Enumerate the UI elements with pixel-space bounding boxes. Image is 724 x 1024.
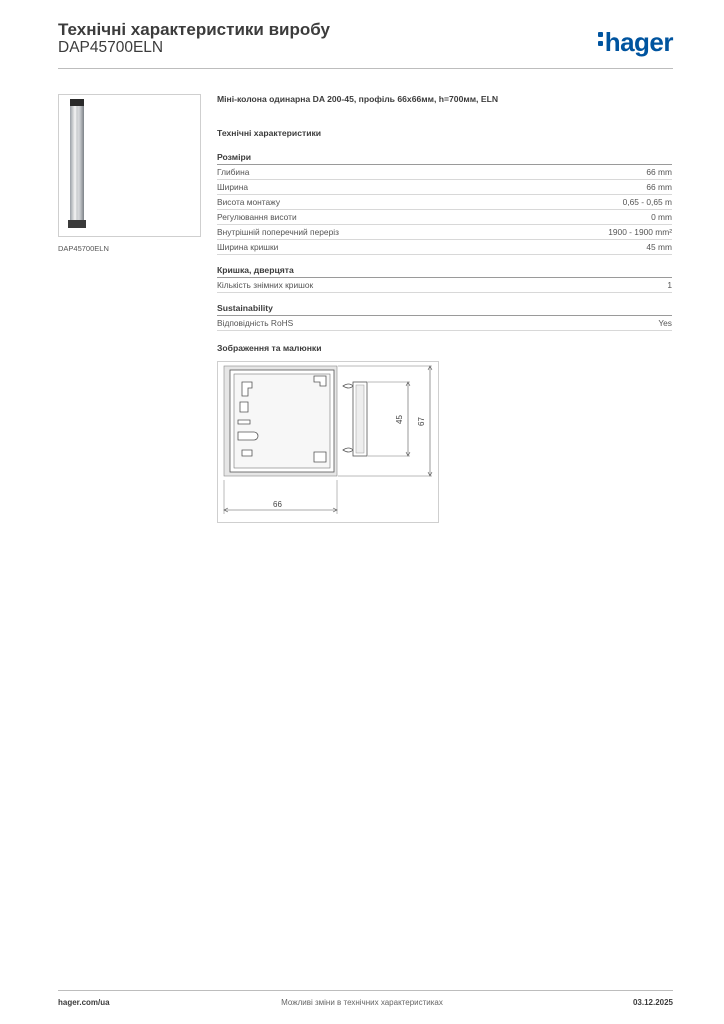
spec-row (217, 225, 672, 240)
document-title: Технічні характеристики виробу (58, 20, 330, 39)
spec-value: Yes (658, 318, 672, 328)
spec-value: 0 mm (651, 212, 672, 222)
spec-group-sustainability (217, 303, 672, 331)
photo-caption: DAP45700ELN (58, 244, 109, 253)
product-description: Міні-колона одинарна DA 200-45, профіль 66х66мм, h=700мм, ELN (217, 94, 499, 104)
header-divider (58, 68, 673, 69)
spec-row (217, 180, 672, 195)
logo-dots-icon (598, 32, 603, 50)
spec-value: 45 mm (646, 242, 672, 252)
spec-row (217, 316, 672, 331)
spec-label: Регулювання висоти (217, 212, 297, 222)
spec-row (217, 240, 672, 255)
hager-logo (598, 27, 673, 57)
spec-label: Відповідність RoHS (217, 318, 294, 328)
spec-row (217, 195, 672, 210)
main-content (217, 94, 672, 523)
mini-column-image (59, 95, 200, 236)
spec-value: 66 mm (646, 182, 672, 192)
spec-label: Ширина кришки (217, 242, 279, 252)
spec-label: Ширина (217, 182, 248, 192)
spec-label: Внутрішній поперечний переріз (217, 227, 339, 237)
footer-notice: Можливі зміни в технічних характеристиках (281, 998, 443, 1007)
dimension-label-width: 66 (273, 500, 282, 509)
product-photo (58, 94, 201, 237)
spec-value: 1 (667, 280, 672, 290)
spec-group-dimensions (217, 152, 672, 255)
cross-section-drawing (218, 362, 438, 522)
group-title: Кришка, дверцята (217, 265, 672, 278)
drawings-heading: Зображення та малюнки (217, 343, 322, 353)
spec-group-cover (217, 265, 672, 293)
tech-heading: Технічні характеристики (217, 128, 322, 138)
dimension-label-cover: 45 (395, 415, 404, 424)
footer-date: 03.12.2025 (632, 998, 673, 1007)
spec-row (217, 165, 672, 180)
spec-label: Глибина (217, 167, 250, 177)
spec-value: 0,65 - 0,65 m (622, 197, 672, 207)
logo-text: hager (604, 27, 673, 57)
group-title: Sustainability (217, 303, 672, 316)
spec-row (217, 278, 672, 293)
spec-label: Висота монтажу (217, 197, 281, 207)
spec-value: 1900 - 1900 mm² (608, 227, 672, 237)
profile-drawing (217, 361, 439, 523)
group-title: Розміри (217, 152, 672, 165)
dimension-label-height: 67 (417, 417, 426, 426)
spec-label: Кількість знімних кришок (217, 280, 314, 290)
footer-divider (58, 990, 673, 991)
footer-website-link[interactable]: hager.com/ua (58, 998, 110, 1007)
spec-row (217, 210, 672, 225)
product-code: DAP45700ELN (58, 39, 164, 56)
spec-value: 66 mm (646, 167, 672, 177)
